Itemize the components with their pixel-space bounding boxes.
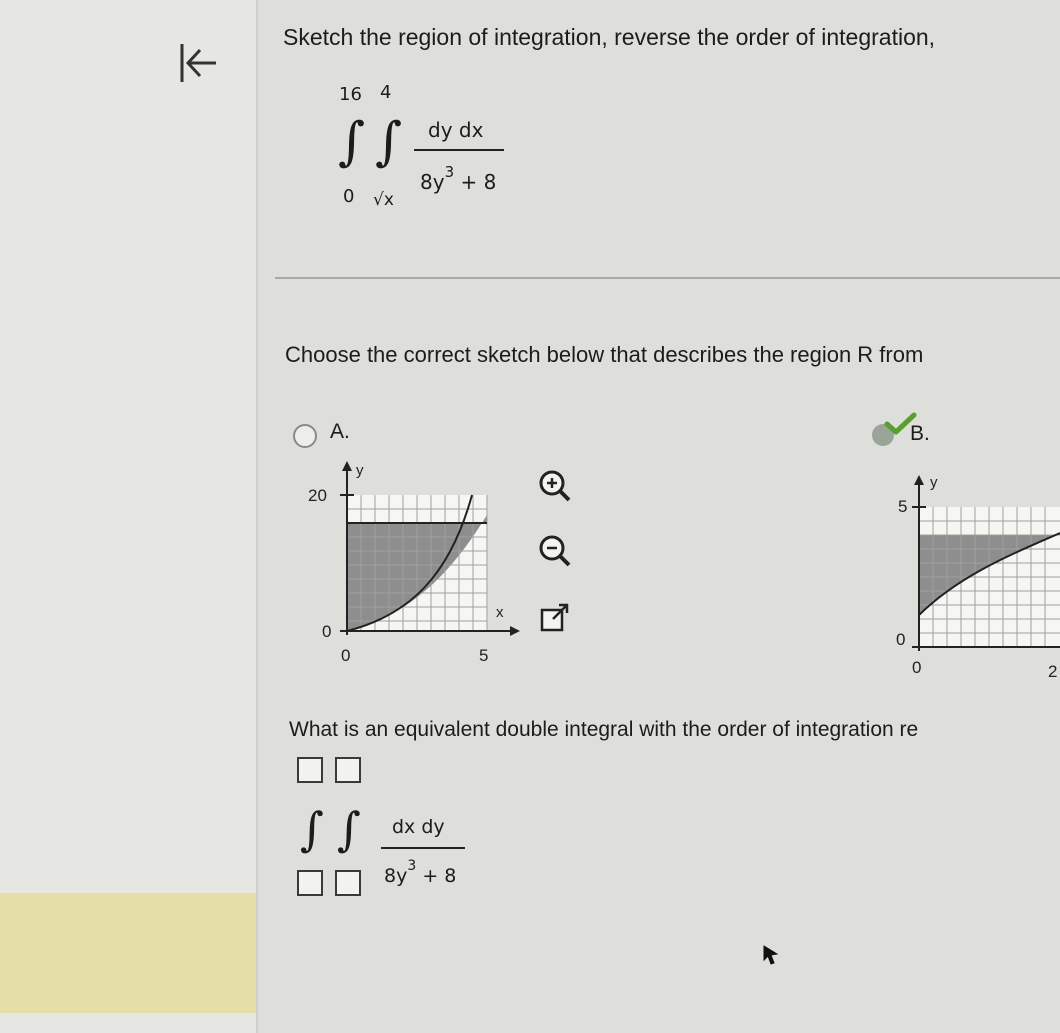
- zoom-in-button[interactable]: [535, 466, 575, 506]
- part2-prompt: What is an equivalent double integral with the order of integration re: [289, 718, 919, 741]
- graph-a-x-label: x: [496, 604, 504, 621]
- graph-b-x-tick-right: 2: [1048, 662, 1058, 681]
- sidebar-highlight-band: [0, 893, 258, 1013]
- graph-a-x-arrow: [510, 626, 520, 636]
- graph-b-y-label: y: [930, 474, 938, 491]
- inner-lower-limit: √x: [373, 190, 394, 210]
- zoom-out-icon: [535, 531, 575, 571]
- graph-b-x-tick-left: 0: [912, 658, 922, 677]
- graph-b-y-arrow: [914, 475, 924, 485]
- inner-upper-limit-input[interactable]: [335, 757, 361, 783]
- outer-integral-sign: ∫: [338, 112, 366, 172]
- inner-integral-sign: ∫: [375, 112, 403, 172]
- integrand-numerator: dy dx: [428, 118, 484, 142]
- graph-a-x-tick-left: 0: [341, 646, 351, 665]
- answer-numerator: dx dy: [392, 816, 445, 838]
- denominator-base: 8y: [420, 170, 445, 194]
- section-divider: [275, 277, 1060, 279]
- graph-a-y-arrow: [342, 461, 352, 471]
- answer-denominator-base: 8y: [384, 865, 408, 887]
- mouse-cursor-icon: [762, 944, 780, 966]
- expand-graph-button[interactable]: [535, 598, 575, 638]
- zoom-in-icon: [535, 466, 575, 506]
- answer-inner-integral-sign: ∫: [337, 802, 361, 856]
- graph-b-y-tick-top: 5: [898, 497, 908, 516]
- inner-upper-limit: 4: [380, 82, 392, 103]
- part1-prompt: Choose the correct sketch below that describes the region R from: [285, 342, 924, 367]
- option-b-label[interactable]: B.: [910, 422, 930, 445]
- graph-b-y-tick-bottom: 0: [896, 630, 906, 649]
- answer-outer-integral-sign: ∫: [300, 802, 324, 856]
- sidebar: [0, 0, 258, 1033]
- denominator-rest: + 8: [460, 170, 497, 194]
- back-arrow-icon: [172, 38, 222, 88]
- fraction-bar: [414, 149, 504, 151]
- back-button[interactable]: [172, 38, 222, 88]
- outer-lower-limit: 0: [343, 186, 355, 207]
- option-a-radio[interactable]: [293, 424, 317, 448]
- graph-a-y-label: y: [356, 462, 364, 479]
- integrand-denominator: [420, 163, 497, 194]
- option-a-label[interactable]: A.: [330, 420, 350, 443]
- denominator-exponent: 3: [444, 163, 455, 181]
- answer-denominator-exponent: 3: [407, 858, 417, 874]
- outer-upper-limit-input[interactable]: [297, 757, 323, 783]
- outer-lower-limit-input[interactable]: [297, 870, 323, 896]
- option-a-graph[interactable]: [300, 455, 530, 675]
- graph-a-x-tick-right: 5: [479, 646, 489, 665]
- answer-fraction-bar: [381, 847, 465, 849]
- question-instruction: Sketch the region of integration, reverse the order of integration,: [283, 24, 936, 50]
- answer-denominator: [384, 858, 457, 887]
- option-b-graph[interactable]: [890, 465, 1060, 685]
- inner-lower-limit-input[interactable]: [335, 870, 361, 896]
- outer-upper-limit: 16: [339, 84, 362, 105]
- graph-a-y-tick-bottom: 0: [322, 622, 332, 641]
- expand-icon: [535, 598, 575, 638]
- answer-denominator-rest: + 8: [422, 865, 457, 887]
- zoom-out-button[interactable]: [535, 531, 575, 571]
- graph-a-y-tick-top: 20: [308, 486, 327, 505]
